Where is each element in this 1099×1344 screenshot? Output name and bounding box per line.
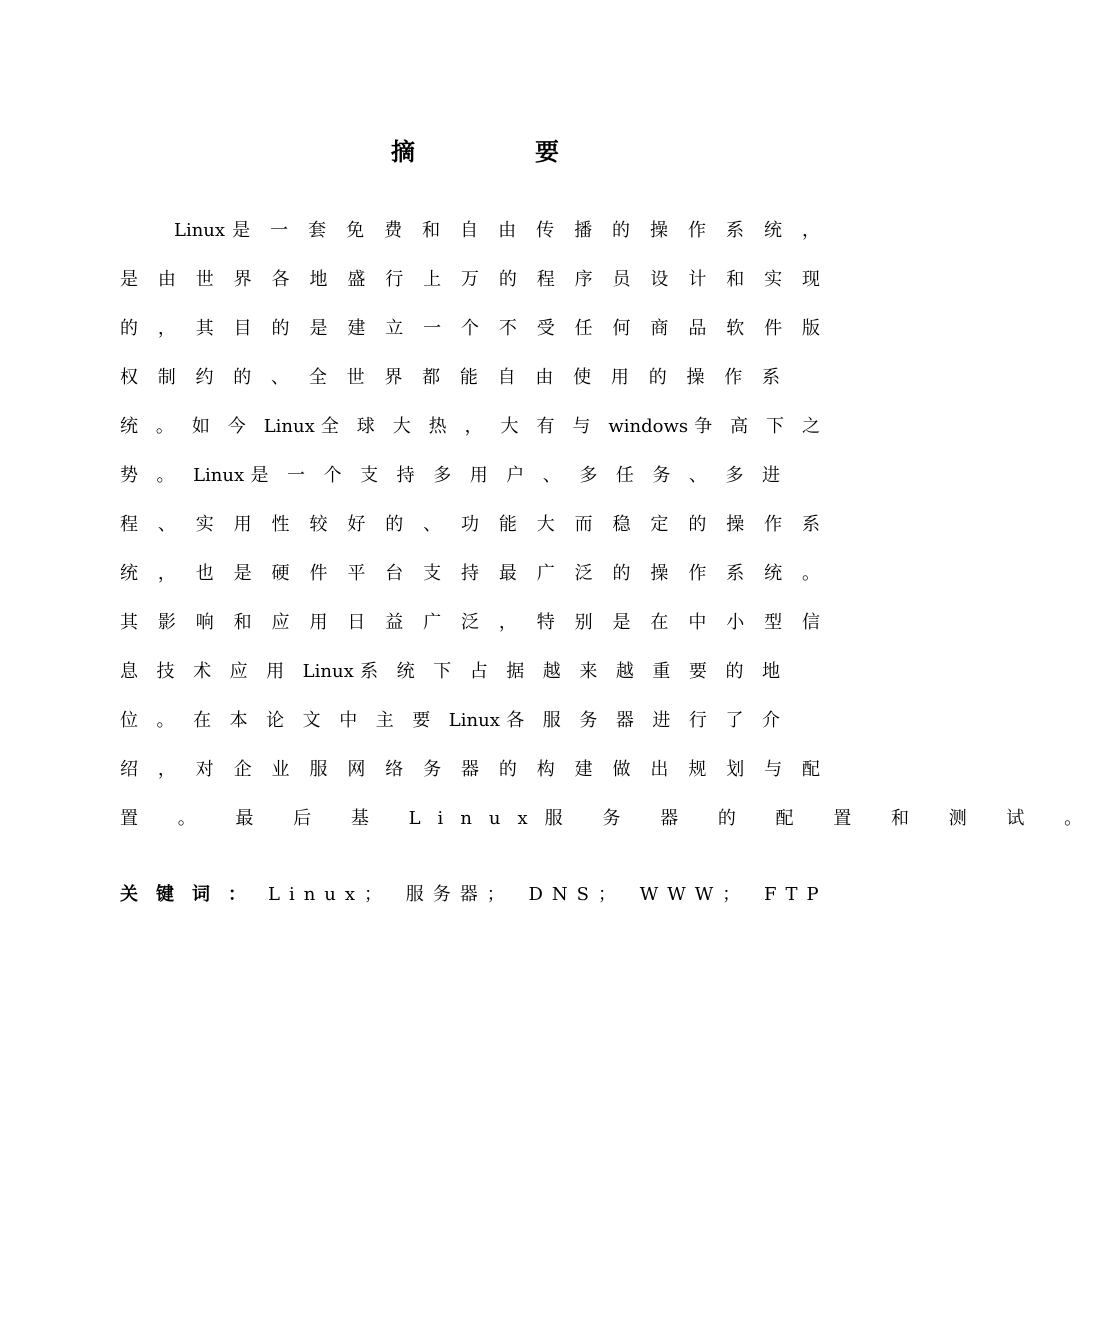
abstract-line: 势 。 Linux是 一 个 支 持 多 用 户 、 多 任 务 、 多 进 bbox=[120, 465, 780, 486]
abstract-body bbox=[120, 212, 1099, 849]
keywords-value: Linux； 服务器； DNS； WWW； FTP bbox=[268, 884, 828, 905]
keywords-label: 关键词： bbox=[120, 884, 264, 905]
abstract-line: 位 。 在 本 论 文 中 主 要 Linux各 服 务 器 进 行 了 介 bbox=[120, 710, 780, 731]
abstract-line: 息 技 术 应 用 Linux系 统 下 占 据 越 来 越 重 要 的 地 bbox=[120, 661, 780, 682]
abstract-line: 的 ， 其 目 的 是 建 立 一 个 不 受 任 何 商 品 软 件 版 bbox=[120, 318, 820, 339]
abstract-line: 权 制 约 的 、 全 世 界 都 能 自 由 使 用 的 操 作 系 bbox=[120, 367, 780, 388]
abstract-title: 摘 要 bbox=[391, 138, 607, 166]
abstract-line: 统 ， 也 是 硬 件 平 台 支 持 最 广 泛 的 操 作 系 统 。 bbox=[120, 563, 820, 584]
abstract-line: 程 、 实 用 性 较 好 的 、 功 能 大 而 稳 定 的 操 作 系 bbox=[120, 514, 820, 535]
abstract-line: 是 由 世 界 各 地 盛 行 上 万 的 程 序 员 设 计 和 实 现 bbox=[120, 269, 820, 290]
keywords-row bbox=[120, 876, 828, 914]
abstract-line: 其 影 响 和 应 用 日 益 广 泛 ， 特 别 是 在 中 小 型 信 bbox=[120, 612, 820, 633]
abstract-line: Linux是 一 套 免 费 和 自 由 传 播 的 操 作 系 统 ， bbox=[174, 220, 820, 241]
abstract-line: 置 。 最 后 基 Linux服 务 器 的 配 置 和 测 试 。 bbox=[120, 808, 1099, 829]
abstract-line: 统 。 如 今 Linux全 球 大 热 ， 大 有 与 windows争 高 下 之 bbox=[120, 416, 820, 437]
abstract-line: 绍 ， 对 企 业 服 网 络 务 器 的 构 建 做 出 规 划 与 配 bbox=[120, 759, 820, 780]
